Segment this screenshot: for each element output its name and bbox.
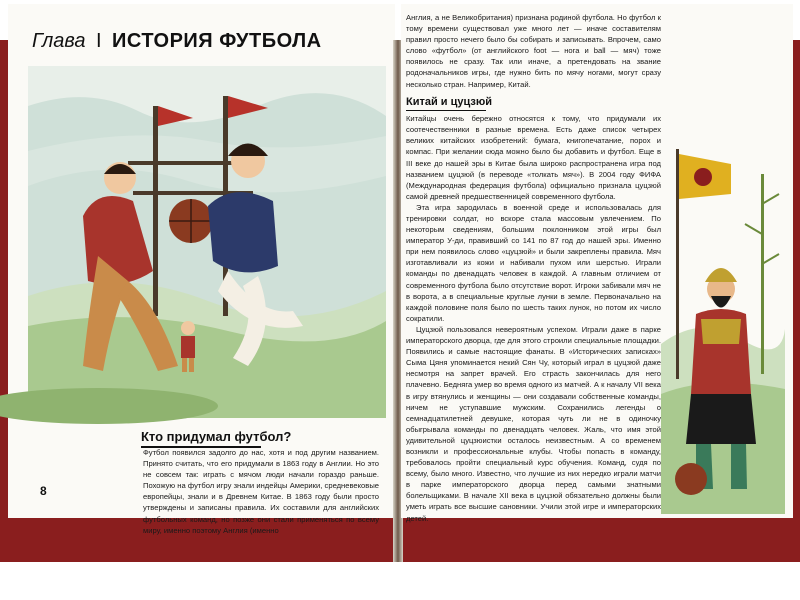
subsection-heading	[406, 96, 661, 112]
warrior-illustration	[661, 144, 785, 514]
chapter-label: Глава	[32, 30, 86, 52]
intro-paragraph: Англия, а не Великобритания) признана родиной футбола. Но футбол к тому времени существовал уже много лет — иначе составителям правил просто нечего было бы собирать и записывать. Впрочем, само слово «футбол» (от английского foot — нога и ball — мяч) тоже появилось не сразу. Так или иначе, а претендовать на звание родоначальников игры, где нужно бить по мячу ногами, могут сразу несколько стран. Например, Китай.	[406, 13, 661, 89]
heading-underline	[406, 110, 486, 112]
page-number: 8	[40, 484, 47, 498]
right-column	[406, 12, 661, 524]
left-body-text	[143, 447, 379, 536]
paragraph: Футбол появился задолго до нас, хотя и под другим названием. Принято считать, что его придумали в 1863 году в Англии. Но это не совсем так: играть с мячом люди начали гораздо раньше. Похожую на футбол игру знали индейцы Америки, средневековые европейцы, знали и в Древнем Китае. В 1863 году были просто утверждены и записаны правила. Их составили для английских футбольных команд, но позже они стали применяться по всему миру, именно поэтому Англия (именно	[143, 448, 379, 535]
left-page	[8, 4, 395, 535]
football-players-illustration	[28, 66, 386, 418]
paragraph: Цуцзюй пользовался невероятным успехом. Играли даже в парке императорского дворца, где для этого строили специальные площадки. Появились и самые настоящие фанаты. В «Исторических записках» Сыма Цяня упоминается некий Сян Чу, который играл в цуцзюй даже несмотря на запрет врачей. Его страсть закончилась для него плачевно. Бедняга умер во время одного из матчей. А к началу VII века в игру втянулись и женщины — они создавали собственные команды, ничем не уступавшие мужским. Сохранились легенды о семнадцатилетней девушке, которая чуть ли не в одиночку обыгрывала команды по двенадцать человек. Жаль, что имя этой удивительной цуцзюистки осталось неизвестным. А со временем возникли и профессиональные клубы. Чтобы попасть в команду, требовалось пройти специальный курс обучения. Команд, судя по всему, было много. Известно, что лучшие из них нередко играли матчи в парке императорского дворца перед самыми знатными болельщиками. В начале XII века в цуцзюй обязательно должны были уметь играть все высшие сановники. Учили этой игре и императорских детей.	[406, 324, 661, 523]
paragraph: Китайцы очень бережно относятся к тому, что придумали их соотечественники в разные времена. Есть даже список четырех великих китайских изобретений: бумага, книгопечатание, порох и компас. При желании сюда можно было бы добавить и футбол. Еще в III веке до нашей эры в Китае была широко распространена игра под названием цуцзюй (в переводе «толкать мяч»). В 2004 году ФИФА (Международная федерация футбола) официально признала цуцзюй самой древней предшественницей современного футбола.	[406, 114, 661, 201]
chapter-title: ИСТОРИЯ ФУТБОЛА	[112, 30, 322, 52]
section-heading	[141, 429, 291, 448]
subsection-heading-text: Китай и цуцзюй	[406, 95, 493, 108]
paragraph: Эта игра зародилась в военной среде и использовалась для тренировки солдат, но вскоре стала массовым увлечением. По некоторым сведениям, большим поклонником этой игры был император У-ди, правивший со 141 по 87 год до нашей эры. Именно при нем появилось слово «цуцзюй» и были закреплены правила. Мяч изготавливали из кожи и набивали пухом или шерстью. Играли команды по двенадцать человек в каждой. А главным отличием от современного футбола было отсутствие ворот. Игроки забивали мяч не в ворота, а в специальные круглые лунки в земле. Первоначально на каждой половине поля было по шесть таких лунок, но потом их число сократили.	[406, 202, 661, 323]
right-page	[401, 4, 793, 523]
chapter-heading	[32, 30, 322, 53]
chapter-number: I	[95, 30, 102, 52]
section-heading-text: Кто придумал футбол?	[141, 429, 292, 444]
